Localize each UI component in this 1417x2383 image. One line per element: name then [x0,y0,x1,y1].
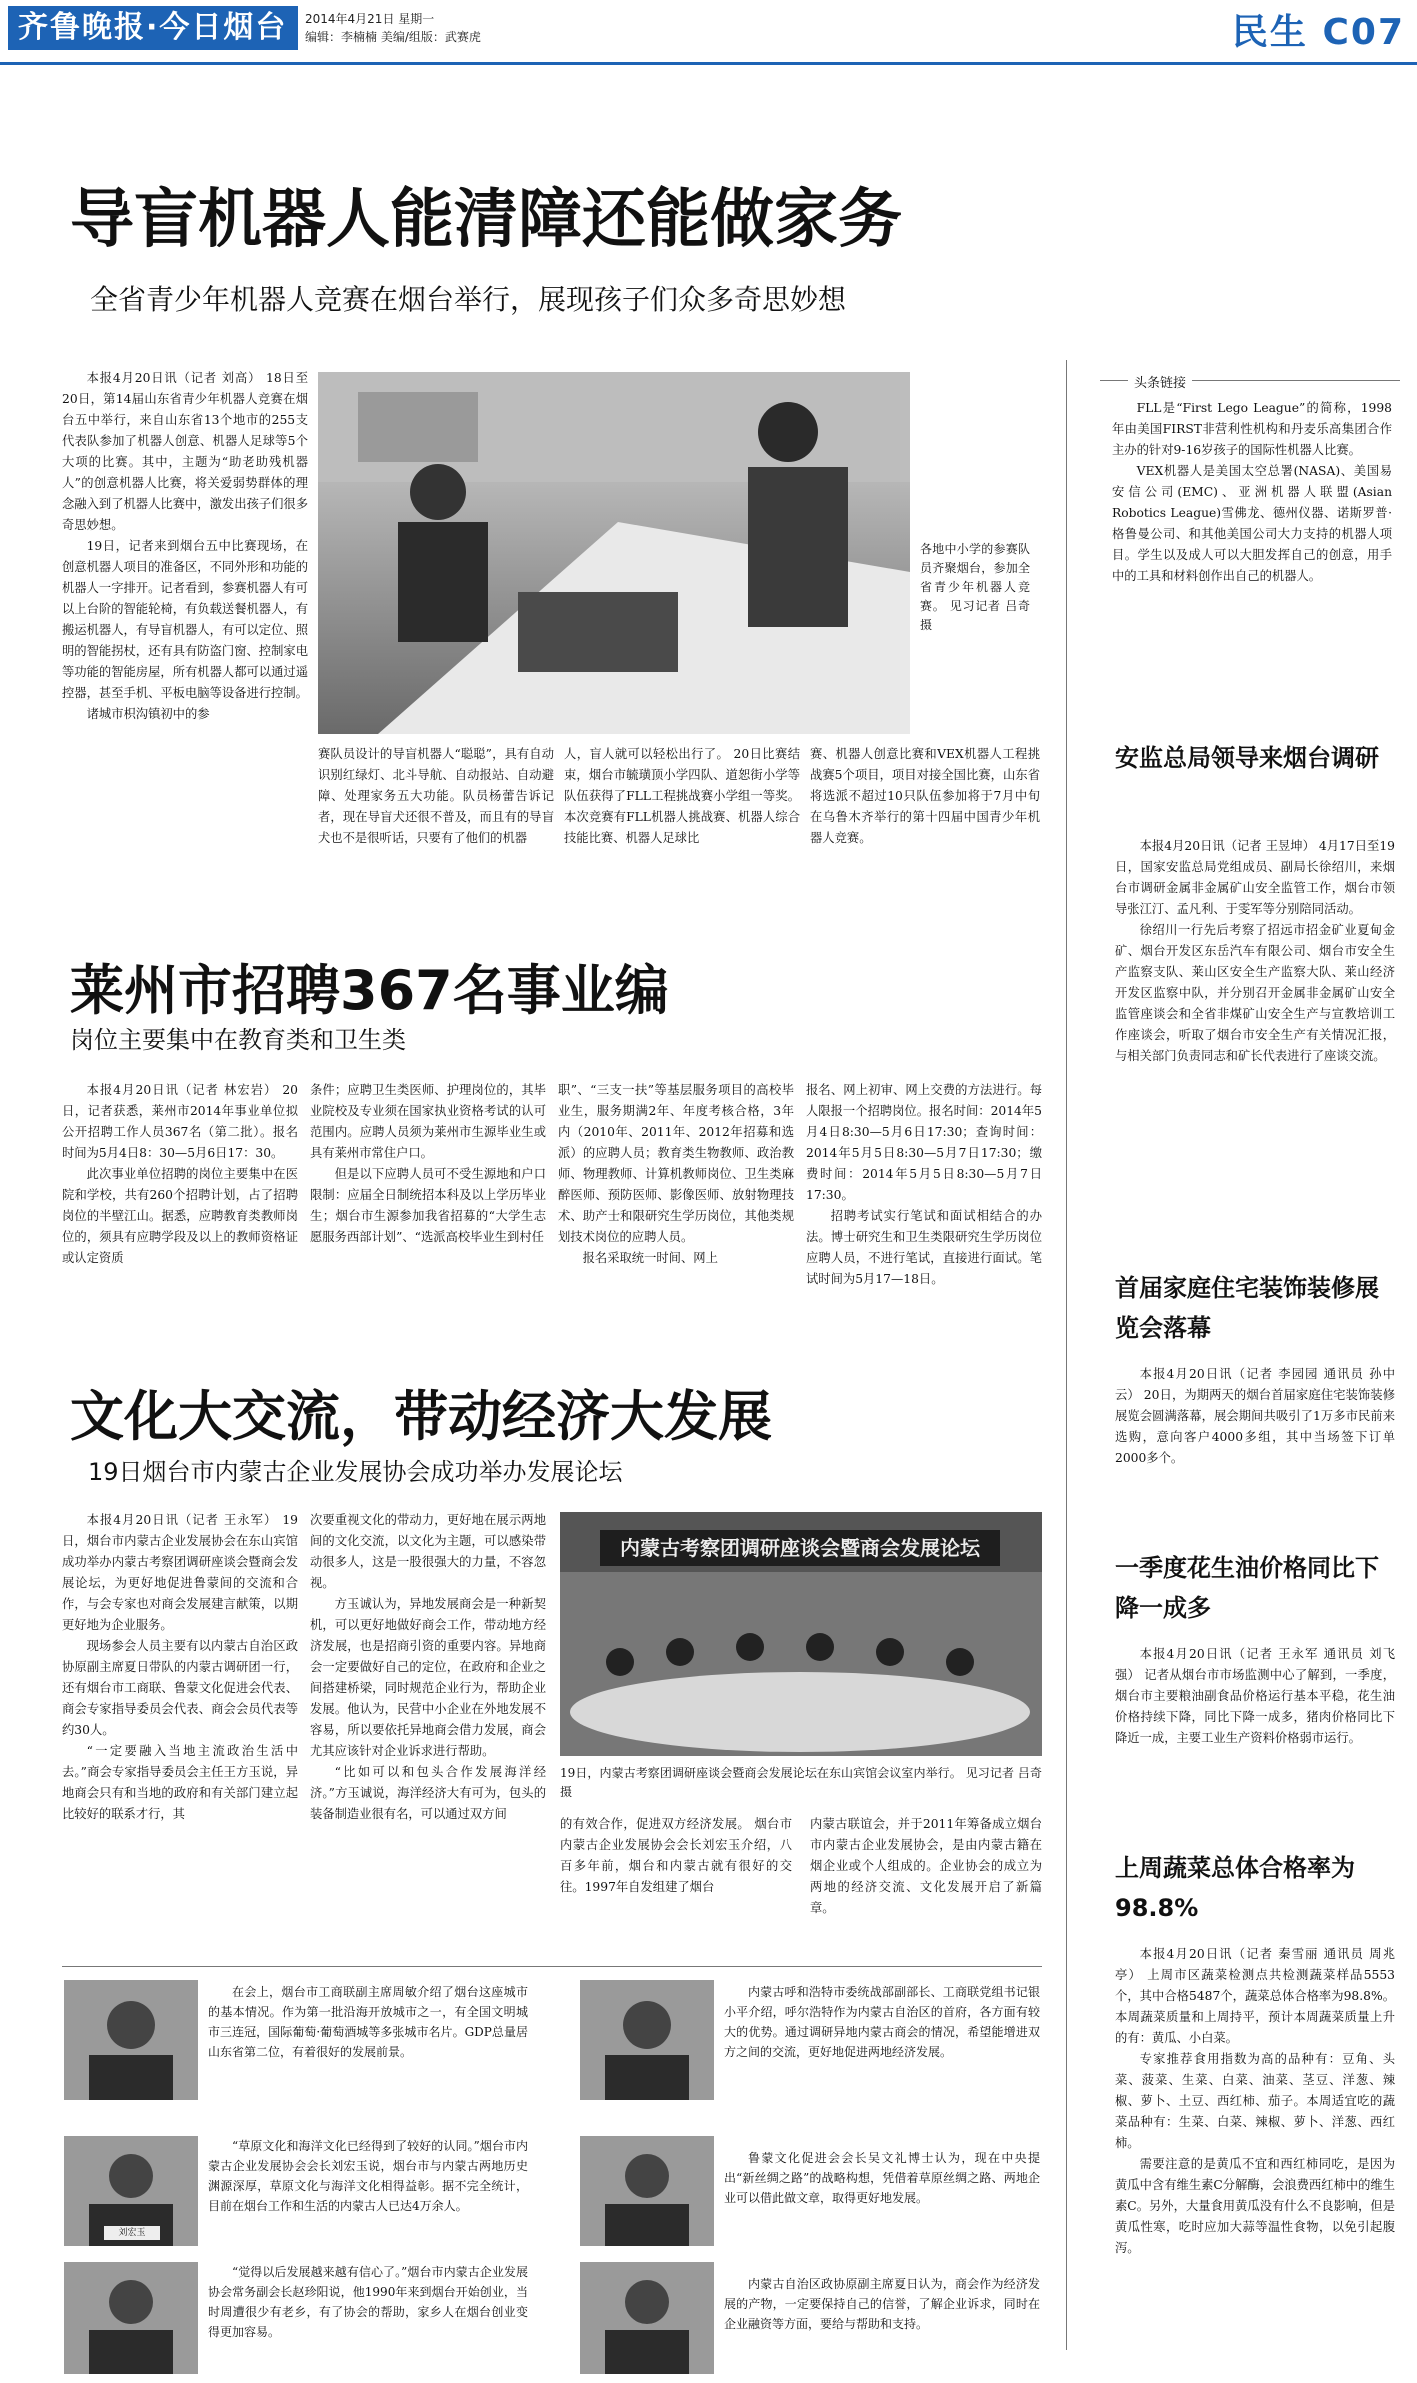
culture-subtitle: 19日烟台市内蒙古企业发展协会成功举办发展论坛 [88,1458,623,1486]
laizhou-column-2 [310,1080,546,1320]
quote-5-portrait [64,2262,198,2374]
quote-4-body: 鲁蒙文化促进会会长吴文礼博士认为，现在中央提出“新丝绸之路”的战略构想，凭借着草原丝绸之路、两地企业可以借此做文章，取得更好地发展。 [724,2151,1040,2205]
laizhou-c1-p1: 本报4月20日讯（记者 林宏岩） 20日，记者获悉，莱州市2014年事业单位拟公开招聘工作人员367名（第二批）。报名时间为5月4日8：30—5月6日17：30。 [62,1083,298,1160]
nameplate: 刘宏玉 [104,2226,160,2240]
sidebar-divider [1066,360,1067,2350]
fll-note: FLL是“First Lego League”的简称，1998年由美国FIRST非营利性机构和丹麦乐高集团合作主办的针对9-16岁孩子的国际性机器人比赛。 [1112,401,1392,457]
laizhou-c4-p1: 报名、网上初审、网上交费的方法进行。每人限报一个招聘岗位。报名时间：2014年5月4日8:30—5月6日17:30；查询时间：2014年5月5日8:30—5月7日17:30；缴费时间：2014年5月5日8:30—5月7日17:30。 [806,1083,1042,1202]
vex-note: VEX机器人是美国太空总署(NASA)、美国易安信公司(EMC)、亚洲机器人联盟(Asian Robotics League)雪佛龙、德州仪器、诺斯罗普·格鲁曼公司、和其他美国公司大力支持的机器人项目。学生以及成人可以大胆发挥自己的创意，用手中的工具和材料创作出自己的机器人。 [1112,464,1392,583]
section-label [1232,4,1405,55]
quote-6-body: 内蒙古自治区政协原副主席夏日认为，商会作为经济发展的产物，一定要保持自己的信誉，了解企业诉求，同时在企业融资等方面，要给与帮助和支持。 [724,2277,1040,2331]
sidebar-box-text [1112,398,1392,728]
laizhou-c3-p2: 报名采取统一时间、网上 [582,1251,718,1265]
culture-c1-p3: “一定要融入当地主流政治生活中去。”商会专家指导委员会主任王方玉说，异地商会只有和当地的政府和有关部门建立起比较好的联系才行，其 [62,1744,298,1821]
issue-meta [305,10,481,46]
lead-column-1 [62,368,308,888]
culture-column-2 [310,1510,546,1950]
sidebar-box-label: 头条链接 [1128,372,1192,391]
lead-c1-p3: 诸城市枳沟镇初中的参 [86,707,210,721]
culture-headline: 文化大交流，带动经济大发展 [70,1385,772,1448]
laizhou-c1-p2: 此次事业单位招聘的岗位主要集中在医院和学校，共有260个招聘计划，占了招聘岗位的半壁江山。据悉，应聘教育类教师岗位的，须具有应聘学段及以上的教师资格证或认定资质 [62,1167,298,1265]
laizhou-subtitle: 岗位主要集中在教育类和卫生类 [70,1026,406,1054]
newspaper-brand: 齐鲁晚报·今日烟台 [8,6,298,50]
lead-c1-p1: 本报4月20日讯（记者 刘高） 18日至20日，第14届山东省青少年机器人竞赛在烟台五中举行，来自山东省13个地市的255支代表队参加了机器人创意、机器人足球等5个大项的比赛。其中，主题为“助老助残机器人”的创意机器人比赛，将关爱弱势群体的理念融入到了机器人比赛中，激发出孩子们很多奇思妙想。 [62,371,308,532]
side4-p1: 本报4月20日讯（记者 秦雪丽 通讯员 周兆亭） 上周市区蔬菜检测点共检测蔬菜样品5553个，其中合格5487个，蔬菜总体合格率为98.8%。本周蔬菜质量和上周持平，预计本周蔬菜质量上升的有：黄瓜、小白菜。 [1115,1947,1395,2045]
side1-p2: 徐绍川一行先后考察了招远市招金矿业夏甸金矿、烟台开发区东岳汽车有限公司、烟台市安全生产监察支队、莱山区安全生产监察大队、莱山经济开发区监察中队，并分别召开金属非金属矿山安全监管座谈会和全省非煤矿山安全生产与宣教培训工作座谈会，听取了烟台市安全生产有关情况汇报，与相关部门负责同志和矿长代表进行了座谈交流。 [1115,923,1395,1063]
culture-c4-text: 内蒙古联谊会，并于2011年筹备成立烟台市内蒙古企业发展协会，是由内蒙古籍在烟企业或个人组成的。企业协会的成立为两地的经济交流、文化发展开启了新篇章。 [810,1817,1042,1915]
quote-5-text [208,2262,528,2378]
lead-column-4 [810,744,1040,904]
culture-c3-text: 的有效合作，促进双方经济发展。 烟台市内蒙古企业发展协会会长刘宏玉介绍，八百多年前，烟台和内蒙古就有很好的交往。1997年自发组建了烟台 [560,1817,792,1894]
quote-6-portrait [580,2262,714,2374]
issue-editors: 编辑：李楠楠 美编/组版：武赛虎 [305,30,481,44]
section-name: 民生 [1231,12,1308,53]
quote-3-portrait [64,2136,198,2246]
page-number: C07 [1322,12,1405,53]
quote-2-portrait [580,1980,714,2100]
culture-c1-p1: 本报4月20日讯（记者 王永军） 19日，烟台市内蒙古企业发展协会在东山宾馆成功举办内蒙古考察团调研座谈会暨商会发展论坛，为更好地促进鲁蒙间的交流和合作，与会专家也对商会发展建言献策，以期更好地为企业服务。 [62,1513,298,1632]
laizhou-headline: 莱州市招聘367名事业编 [70,959,669,1022]
quote-5-body: “觉得以后发展越来越有信心了。”烟台市内蒙古企业发展协会常务副会长赵珍阳说，他1990年来到烟台开始创业，当时周遭很少有老乡，有了协会的帮助，家乡人在烟台创业变得更加容易。 [208,2265,528,2339]
side3-p1: 本报4月20日讯（记者 王永军 通讯员 刘飞强） 记者从烟台市市场监测中心了解到，一季度，烟台市主要粮油副食品价格运行基本平稳，花生油价格持续下降，同比下降一成多，猪肉价格同比下降近一成，主要工业生产资料价格弱市运行。 [1115,1647,1395,1745]
culture-c2-p2: 方玉诚认为，异地发展商会是一种新契机，可以更好地做好商会工作，带动地方经济发展，也是招商引资的重要内容。异地商会一定要做好自己的定位，在政府和企业之间搭建桥梁，同时规范企业行为，帮助企业发展。他认为，民营中小企业在外地发展不容易，所以要依托异地商会借力发展，商会尤其应该针对企业诉求进行帮助。 [310,1597,546,1758]
quotes-top-rule [62,1966,1042,1967]
culture-column-1 [62,1510,298,1950]
laizhou-c2-p2: 但是以下应聘人员可不受生源地和户口限制：应届全日制统招本科及以上学历毕业生；烟台市生源参加我省招募的“大学生志愿服务西部计划”、“选派高校毕业生到村任 [310,1167,546,1244]
laizhou-c2-p1: 条件；应聘卫生类医师、护理岗位的，其毕业院校及专业须在国家执业资格考试的认可范围内。应聘人员须为莱州市生源毕业生或具有莱州市常住户口。 [310,1083,546,1160]
side2-p1: 本报4月20日讯（记者 李园园 通讯员 孙中云） 20日，为期两天的烟台首届家庭住宅装饰装修展览会圆满落幕，展会期间共吸引了1万多市民前来选购，意向客户4000多组，其中当场签下订单2000多个。 [1115,1367,1395,1465]
quote-1-body: 在会上，烟台市工商联副主席周敏介绍了烟台这座城市的基本情况。作为第一批沿海开放城市之一，有全国文明城市三连冠，国际葡萄·葡萄酒城等多张城市名片。GDP总量居山东省第二位，有着很好的发展前景。 [208,1985,528,2059]
laizhou-column-4 [806,1080,1042,1320]
laizhou-column-1 [62,1080,298,1320]
quote-1-text [208,1982,528,2108]
lead-headline: 导盲机器人能清障还能做家务 [70,183,902,257]
culture-c1-p2: 现场参会人员主要有以内蒙古自治区政协原副主席夏日带队的内蒙古调研团一行，还有烟台市工商联、鲁蒙文化促进会代表、商会专家指导委员会代表、商会会员代表等约30人。 [62,1639,298,1737]
robot-competition-photo [318,372,910,734]
quote-3-text [208,2136,528,2252]
forum-photo-art [560,1512,1042,1756]
portrait-5-art [64,2262,198,2374]
side-story-4-body [1115,1944,1395,2364]
culture-c2-p3: “比如可以和包头合作发展海洋经济。”方玉诚说，海洋经济大有可为，包头的装备制造业很有名，可以通过双方间 [310,1765,546,1821]
quote-2-text [724,1982,1040,2108]
portrait-1-art [64,1980,198,2100]
quote-4-text [724,2148,1040,2248]
page-header [0,0,1417,62]
side-story-4-title: 上周蔬菜总体合格率为98.8% [1115,1854,1355,1922]
side1-p1: 本报4月20日讯（记者 王昱坤） 4月17日至19日，国家安监总局党组成员、副局长徐绍川，来烟台市调研金属非金属矿山安全监管工作，烟台市领导张江汀、孟凡利、于雯军等分别陪同活动。 [1115,839,1395,916]
lead-subtitle: 全省青少年机器人竞赛在烟台举行，展现孩子们众多奇思妙想 [90,283,847,316]
forum-banner: 内蒙古考察团调研座谈会暨商会发展论坛 [600,1530,1000,1566]
portrait-2-art [580,1980,714,2100]
side-story-1-body [1115,836,1395,1266]
culture-column-3 [560,1814,792,1954]
lead-c1-p2: 19日，记者来到烟台五中比赛现场，在创意机器人项目的准备区，不同外形和功能的机器人一字排开。记者看到，参赛机器人有可以上台阶的智能轮椅，有负载送餐机器人，有搬运机器人，有导盲机器人，有可以定位、照明的智能拐杖，还有具有防盗门窗、控制家电等功能的智能房屋，所有机器人都可以通过遥控器，甚至手机、平板电脑等设备进行控制。 [62,539,308,700]
header-rule [0,62,1417,65]
forum-photo-caption: 19日，内蒙古考察团调研座谈会暨商会发展论坛在东山宾馆会议室内举行。 见习记者 吕奇 摄 [560,1766,1042,1799]
culture-c2-p1: 次要重视文化的带动力，更好地在展示两地间的文化交流，以文化为主题，可以感染带动很多人，这是一股很强大的力量，不容忽视。 [310,1513,546,1590]
culture-column-4 [810,1814,1042,1954]
side-story-2-body [1115,1364,1395,1514]
lead-c2-text: 赛队员设计的导盲机器人“聪聪”，具有自动识别红绿灯、北斗导航、自动报站、自动避障、处理家务五大功能。队员杨蕾告诉记者，现在导盲犬还很不普及，而且有的导盲犬也不是很听话，只要有了他们的机器 [318,747,554,845]
laizhou-c4-p2: 招聘考试实行笔试和面试相结合的办法。博士研究生和卫生类限研究生学历岗位应聘人员，不进行笔试，直接进行面试。笔试时间为5月17—18日。 [806,1209,1042,1286]
side4-p2: 专家推荐食用指数为高的品种有：豆角、头菜、菠菜、生菜、白菜、油菜、茎豆、洋葱、辣椒、萝卜、土豆、西红柿、茄子。本周适宜吃的蔬菜品种有：生菜、白菜、辣椒、萝卜、洋葱、西红柿。 [1115,2052,1395,2150]
side-story-2-title: 首届家庭住宅装饰装修展览会落幕 [1115,1274,1379,1342]
lead-column-3 [564,744,800,904]
quote-1-portrait [64,1980,198,2100]
quote-6-text [724,2274,1040,2374]
side4-p3: 需要注意的是黄瓜不宜和西红柿同吃，是因为黄瓜中含有维生素C分解酶，会浪费西红柿中的维生素C。另外，大量食用黄瓜没有什么不良影响，但是黄瓜性寒，吃时应加大蒜等温性食物，以免引起腹泻。 [1115,2157,1395,2255]
side-story-1-title: 安监总局领导来烟台调研 [1115,744,1379,772]
lead-photo-caption: 各地中小学的参赛队员齐聚烟台，参加全省青少年机器人竞赛。 见习记者 吕奇 摄 [920,542,1030,632]
lead-c4-text: 赛、机器人创意比赛和VEX机器人工程挑战赛5个项目，项目对接全国比赛，山东省将选派不超过10只队伍参加将于7月中旬在乌鲁木齐举行的第十四届中国青少年机器人竞赛。 [810,747,1040,845]
robot-photo-art [318,372,910,734]
side-story-3-body [1115,1644,1395,1794]
laizhou-column-3 [558,1080,794,1320]
issue-date: 2014年4月21日 星期一 [305,12,435,26]
portrait-4-art [580,2136,714,2246]
laizhou-c3-p1: 职”、“三支一扶”等基层服务项目的高校毕业生，服务期满2年、年度考核合格，3年内（2010年、2011年、2012年招募和选派）的应聘人员；教育类生物教师、政治教师、物理教师、计算机教师岗位、卫生类麻醉医师、预防医师、影像医师、放射物理技术、助产士和限研究生学历岗位，其他类规划技术岗位的应聘人员。 [558,1083,794,1244]
lead-column-2 [318,744,554,904]
side-story-3-title: 一季度花生油价格同比下降一成多 [1115,1554,1379,1622]
forum-photo [560,1512,1042,1756]
quote-2-body: 内蒙古呼和浩特市委统战部副部长、工商联党组书记银小平介绍，呼尔浩特作为内蒙古自治区的首府，各方面有较大的优势。通过调研异地内蒙古商会的情况，希望能增进双方之间的交流，更好地促进两地经济发展。 [724,1985,1040,2059]
lead-c3-text: 人，盲人就可以轻松出行了。 20日比赛结束，烟台市毓璜顶小学四队、道恕街小学等队伍获得了FLL工程挑战赛小学组一等奖。本次竞赛有FLL机器人挑战赛、机器人综合技能比赛、机器人足球比 [564,747,800,845]
quote-4-portrait [580,2136,714,2246]
quote-3-body: “草原文化和海洋文化已经得到了较好的认同。”烟台市内蒙古企业发展协会会长刘宏玉说，烟台市与内蒙古两地历史渊源深厚，草原文化与海洋文化相得益彰。据不完全统计，目前在烟台工作和生活的内蒙古人已达4万余人。 [208,2139,528,2213]
portrait-6-art [580,2262,714,2374]
